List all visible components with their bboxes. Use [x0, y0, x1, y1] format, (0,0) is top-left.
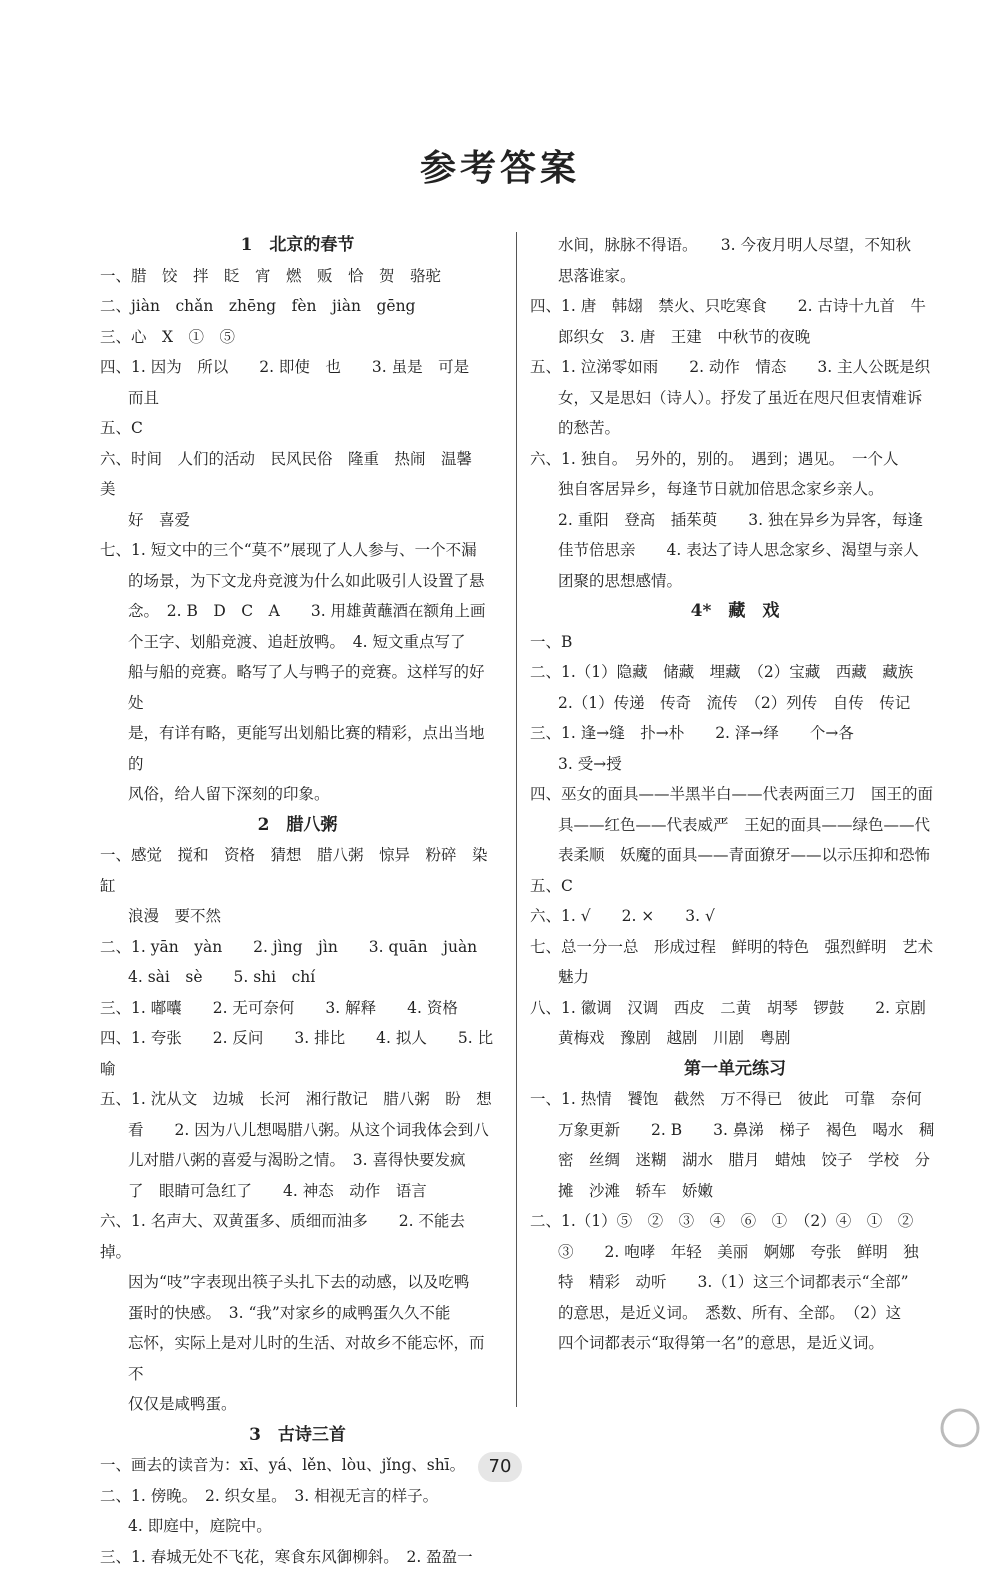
page-title: 参考答案	[0, 140, 1000, 191]
answer-line: 六、时间 人们的活动 民风民俗 隆重 热闹 温馨 美	[100, 444, 495, 505]
answer-line-continued: 因为“吱”字表现出筷子头扎下去的动感，以及吃鸭	[100, 1267, 495, 1298]
answer-line-continued: 看 2. 因为八儿想喝腊八粥。从这个词我体会到八	[100, 1115, 495, 1146]
section-heading: 4* 藏 戏	[530, 596, 940, 627]
answer-line-continued: 蛋时的快感。 3. “我”对家乡的咸鸭蛋久久不能	[100, 1298, 495, 1329]
answer-line-continued: 特 精彩 动听 3.（1）这三个词都表示“全部”	[530, 1267, 940, 1298]
answer-line-continued: 万象更新 2. B 3. 鼻涕 梯子 褐色 喝水 稠	[530, 1115, 940, 1146]
answer-line: 六、1. √ 2. × 3. √	[530, 901, 940, 932]
answer-line-continued: 而且	[100, 383, 495, 414]
answer-line: 五、1. 泣涕零如雨 2. 动作 情态 3. 主人公既是织	[530, 352, 940, 383]
watermark-logo	[832, 1404, 992, 1474]
answer-line: 四、1. 因为 所以 2. 即使 也 3. 虽是 可是	[100, 352, 495, 383]
section-heading: 第一单元练习	[530, 1054, 940, 1085]
answer-line-continued: 的愁苦。	[530, 413, 940, 444]
answer-line-continued: 的意思，是近义词。 悉数、所有、全部。 （2）这	[530, 1298, 940, 1329]
answer-line: 四、1. 夸张 2. 反问 3. 排比 4. 拟人 5. 比喻	[100, 1023, 495, 1084]
answer-line-continued: 船与船的竞赛。略写了人与鸭子的竞赛。这样写的好处	[100, 657, 495, 718]
answer-line: 四、巫女的面具——半黑半白——代表两面三刀 国王的面	[530, 779, 940, 810]
section-heading: 2 腊八粥	[100, 810, 495, 841]
answer-line-continued: 表柔顺 妖魔的面具——青面獠牙——以示压抑和恐怖	[530, 840, 940, 871]
answer-line: 一、感觉 搅和 资格 猜想 腊八粥 惊异 粉碎 染缸	[100, 840, 495, 901]
answer-line-continued: 4. 即庭中，庭院中。	[100, 1511, 495, 1542]
answer-line-continued: 3. 受→授	[530, 749, 940, 780]
answer-line-continued: 2.（1）传递 传奇 流传 （2）列传 自传 传记	[530, 688, 940, 719]
answer-line-continued: 独自客居异乡，每逢节日就加倍思念家乡亲人。	[530, 474, 940, 505]
answer-line-continued: 佳节倍思亲 4. 表达了诗人思念家乡、渴望与亲人	[530, 535, 940, 566]
answer-line: 一、腊 饺 拌 眨 宵 燃 贩 恰 贺 骆驼	[100, 261, 495, 292]
answer-line-continued: 儿对腊八粥的喜爱与渴盼之情。 3. 喜得快要发疯	[100, 1145, 495, 1176]
answer-line: 六、1. 名声大、双黄蛋多、质细而油多 2. 不能去掉。	[100, 1206, 495, 1267]
answer-line-continued: 是，有详有略，更能写出划船比赛的精彩，点出当地的	[100, 718, 495, 779]
answer-line: 五、C	[530, 871, 940, 902]
answer-line-continued: 具——红色——代表威严 王妃的面具——绿色——代	[530, 810, 940, 841]
answer-line: 一、画去的读音为：xī、yá、lěn、lòu、jǐng、shī。	[100, 1450, 495, 1481]
answer-line-continued: 了 眼睛可急红了 4. 神态 动作 语言	[100, 1176, 495, 1207]
answer-line-continued: ③ 2. 咆哮 年轻 美丽 婀娜 夸张 鲜明 独	[530, 1237, 940, 1268]
answer-line: 五、1. 沈从文 边城 长河 湘行散记 腊八粥 盼 想	[100, 1084, 495, 1115]
answer-line-continued: 个王字、划船竞渡、追赶放鸭。 4. 短文重点写了	[100, 627, 495, 658]
answer-line-continued: 魅力	[530, 962, 940, 993]
column-divider	[516, 232, 517, 1407]
answer-line-continued: 女，又是思妇（诗人）。抒发了虽近在咫尺但衷情难诉	[530, 383, 940, 414]
answer-line: 三、心 X ① ⑤	[100, 322, 495, 353]
answer-line: 一、B	[530, 627, 940, 658]
answer-line-continued: 摊 沙滩 轿车 娇嫩	[530, 1176, 940, 1207]
answer-line-continued: 2. 重阳 登高 插茱萸 3. 独在异乡为异客，每逢	[530, 505, 940, 536]
answer-line: 二、1. 傍晚。 2. 织女星。 3. 相视无言的样子。	[100, 1481, 495, 1512]
answer-line-continued: 思落谁家。	[530, 261, 940, 292]
answer-line-continued: 浪漫 要不然	[100, 901, 495, 932]
section-heading: 1 北京的春节	[100, 230, 495, 261]
answer-line: 三、1. 逢→缝 扑→朴 2. 泽→绎 个→各	[530, 718, 940, 749]
answer-line: 二、1. yān yàn 2. jìng jìn 3. quān juàn	[100, 932, 495, 963]
answer-line-continued: 念。 2. B D C A 3. 用雄黄蘸酒在额角上画	[100, 596, 495, 627]
answer-line: 八、1. 徽调 汉调 西皮 二黄 胡琴 锣鼓 2. 京剧	[530, 993, 940, 1024]
answer-line-continued: 风俗，给人留下深刻的印象。	[100, 779, 495, 810]
answer-line: 二、1.（1）⑤ ② ③ ④ ⑥ ① （2）④ ① ②	[530, 1206, 940, 1237]
answer-column-right	[530, 230, 940, 1359]
answer-line: 四、1. 唐 韩翃 禁火、只吃寒食 2. 古诗十九首 牛	[530, 291, 940, 322]
answer-line-continued: 好 喜爱	[100, 505, 495, 536]
answer-line-continued: 仅仅是咸鸭蛋。	[100, 1389, 495, 1420]
answer-line-continued: 密 丝绸 迷糊 湖水 腊月 蜡烛 饺子 学校 分	[530, 1145, 940, 1176]
answer-line-continued: 四个词都表示“取得第一名”的意思，是近义词。	[530, 1328, 940, 1359]
answer-line: 三、1. 春城无处不飞花，寒食东风御柳斜。 2. 盈盈一	[100, 1542, 495, 1572]
answer-line-continued: 忘怀，实际上是对儿时的生活、对故乡不能忘怀，而不	[100, 1328, 495, 1389]
answer-line-continued: 4. sài sè 5. shi chí	[100, 962, 495, 993]
answer-line-continued: 黄梅戏 豫剧 越剧 川剧 粤剧	[530, 1023, 940, 1054]
answer-line: 二、jiàn chǎn zhēng fèn jiàn gēng	[100, 291, 495, 322]
answer-line: 三、1. 嘟囔 2. 无可奈何 3. 解释 4. 资格	[100, 993, 495, 1024]
answer-column-left	[100, 230, 495, 1572]
answer-line: 七、总一分一总 形成过程 鲜明的特色 强烈鲜明 艺术	[530, 932, 940, 963]
answer-line-continued: 郎织女 3. 唐 王建 中秋节的夜晚	[530, 322, 940, 353]
answer-line: 一、1. 热情 饕饱 截然 万不得已 彼此 可靠 奈何	[530, 1084, 940, 1115]
answer-line-continued: 的场景，为下文龙舟竞渡为什么如此吸引人设置了悬	[100, 566, 495, 597]
answer-line: 六、1. 独自。 另外的，别的。 遇到；遇见。 一个人	[530, 444, 940, 475]
answer-line-continued: 水间，脉脉不得语。 3. 今夜月明人尽望，不知秋	[530, 230, 940, 261]
section-heading: 3 古诗三首	[100, 1420, 495, 1451]
answer-line: 五、C	[100, 413, 495, 444]
answer-line-continued: 团聚的思想感情。	[530, 566, 940, 597]
answer-line: 七、1. 短文中的三个“莫不”展现了人人参与、一个不漏	[100, 535, 495, 566]
page-number: 70	[478, 1452, 522, 1482]
answer-line: 二、1.（1）隐藏 储藏 埋藏 （2）宝藏 西藏 藏族	[530, 657, 940, 688]
